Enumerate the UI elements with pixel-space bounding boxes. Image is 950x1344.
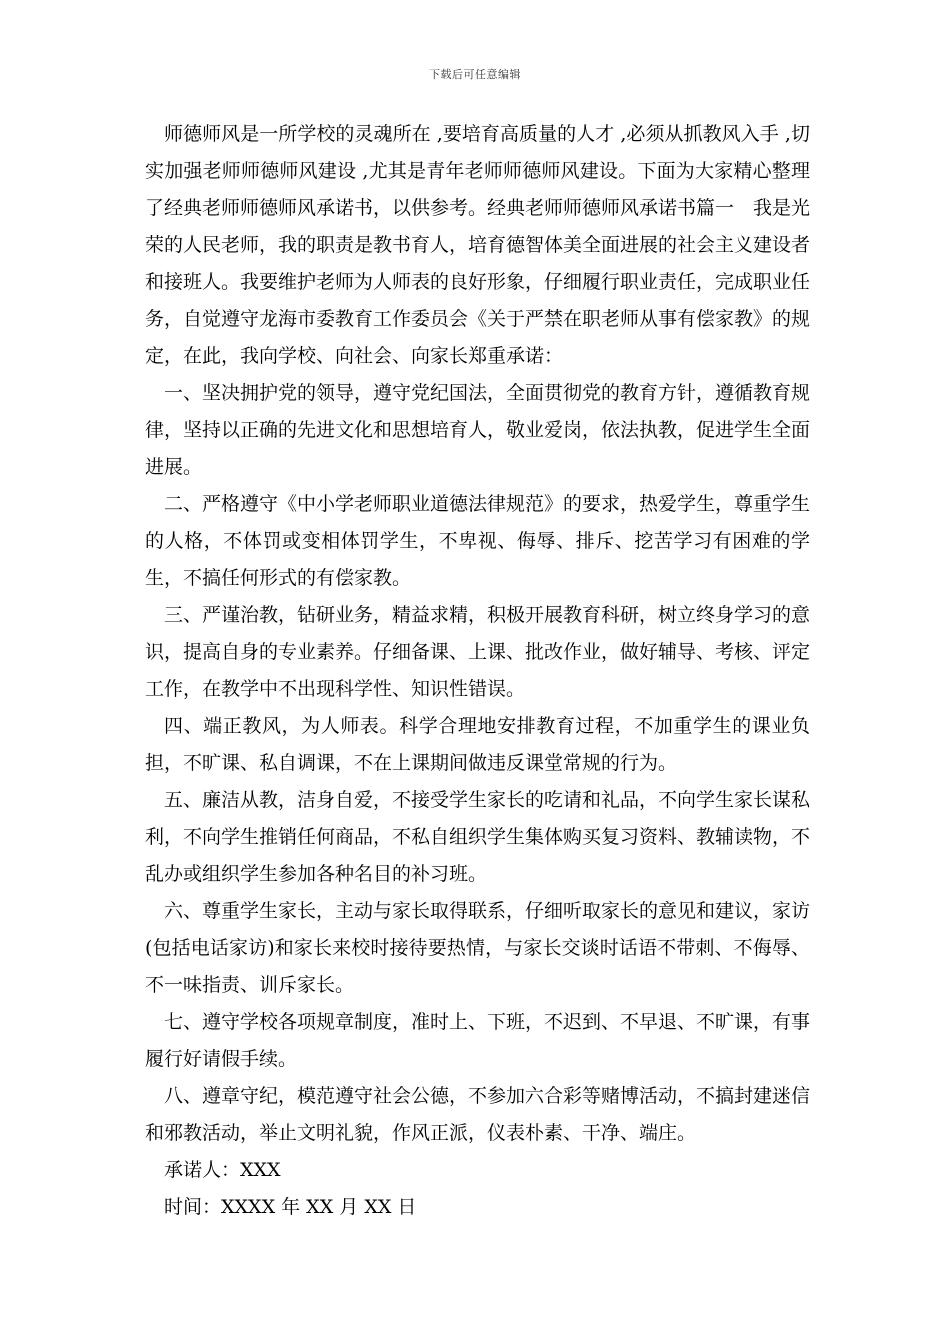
clause-7: 七、遵守学校各项规章制度，准时上、下班，不迟到、不早退、不旷课，有事履行好请假手续。 bbox=[145, 1011, 811, 1070]
clause-5: 五、廉洁从教，洁身自爱，不接受学生家长的吃请和礼品，不向学生家长谋私利，不向学生推销任何商品，不私自组织学生集体购买复习资料、教辅读物，不乱办或组织学生参加各种名目的补习班。 bbox=[145, 789, 811, 885]
signer-line: 承诺人：XXX bbox=[164, 1159, 281, 1181]
document-body bbox=[145, 116, 810, 1226]
clause-1: 一、坚决拥护党的领导，遵守党纪国法，全面贯彻党的教育方针，遵循教育规律，坚持以正确的先进文化和思想培育人，敬业爱岗，依法执教，促进学生全面进展。 bbox=[145, 382, 811, 478]
page-header-note: 下载后可任意编辑 bbox=[429, 68, 521, 81]
intro-paragraph: 师德师风是一所学校的灵魂所在 ,要培育高质量的人才 ,必须从抓教风入手 ,切实加强老师师德师风建设 ,尤其是青年老师师德师风建设。下面为大家精心整理了经典老师师德师风承诺书，以供参考。经典老师师德师风承诺书篇一 我是光荣的人民老师，我的职责是教书育人，培育德智体美全面进展的社会主义建设者和接班人。我要维护老师为人师表的良好形象，仔细履行职业责任，完成职业任务，自觉遵守龙海市委教育工作委员会《关于严禁在职老师从事有偿家教》的规定，在此，我向学校、向社会、向家长郑重承诺： bbox=[145, 123, 811, 367]
clause-4: 四、端正教风，为人师表。科学合理地安排教育过程，不加重学生的课业负担，不旷课、私自调课，不在上课期间做违反课堂常规的行为。 bbox=[145, 715, 810, 774]
clause-2: 二、严格遵守《中小学老师职业道德法律规范》的要求，热爱学生，尊重学生的人格，不体罚或变相体罚学生，不卑视、侮辱、排斥、挖苦学习有困难的学生，不搞任何形式的有偿家教。 bbox=[145, 493, 811, 589]
clause-8: 八、遵章守纪，模范遵守社会公德，不参加六合彩等赌博活动，不搞封建迷信和邪教活动，举止文明礼貌，作风正派，仪表朴素、干净、端庄。 bbox=[145, 1085, 811, 1144]
date-line: 时间：XXXX 年 XX 月 XX 日 bbox=[164, 1196, 417, 1218]
clause-3: 三、严谨治教，钻研业务，精益求精，积极开展教育科研，树立终身学习的意识，提高自身的专业素养。仔细备课、上课、批改作业，做好辅导、考核、评定工作，在教学中不出现科学性、知识性错误。 bbox=[145, 604, 811, 700]
clause-6: 六、尊重学生家长，主动与家长取得联系，仔细听取家长的意见和建议，家访(包括电话家访)和家长来校时接待要热情，与家长交谈时话语不带刺、不侮辱、不一味指责、训斥家长。 bbox=[145, 900, 811, 996]
